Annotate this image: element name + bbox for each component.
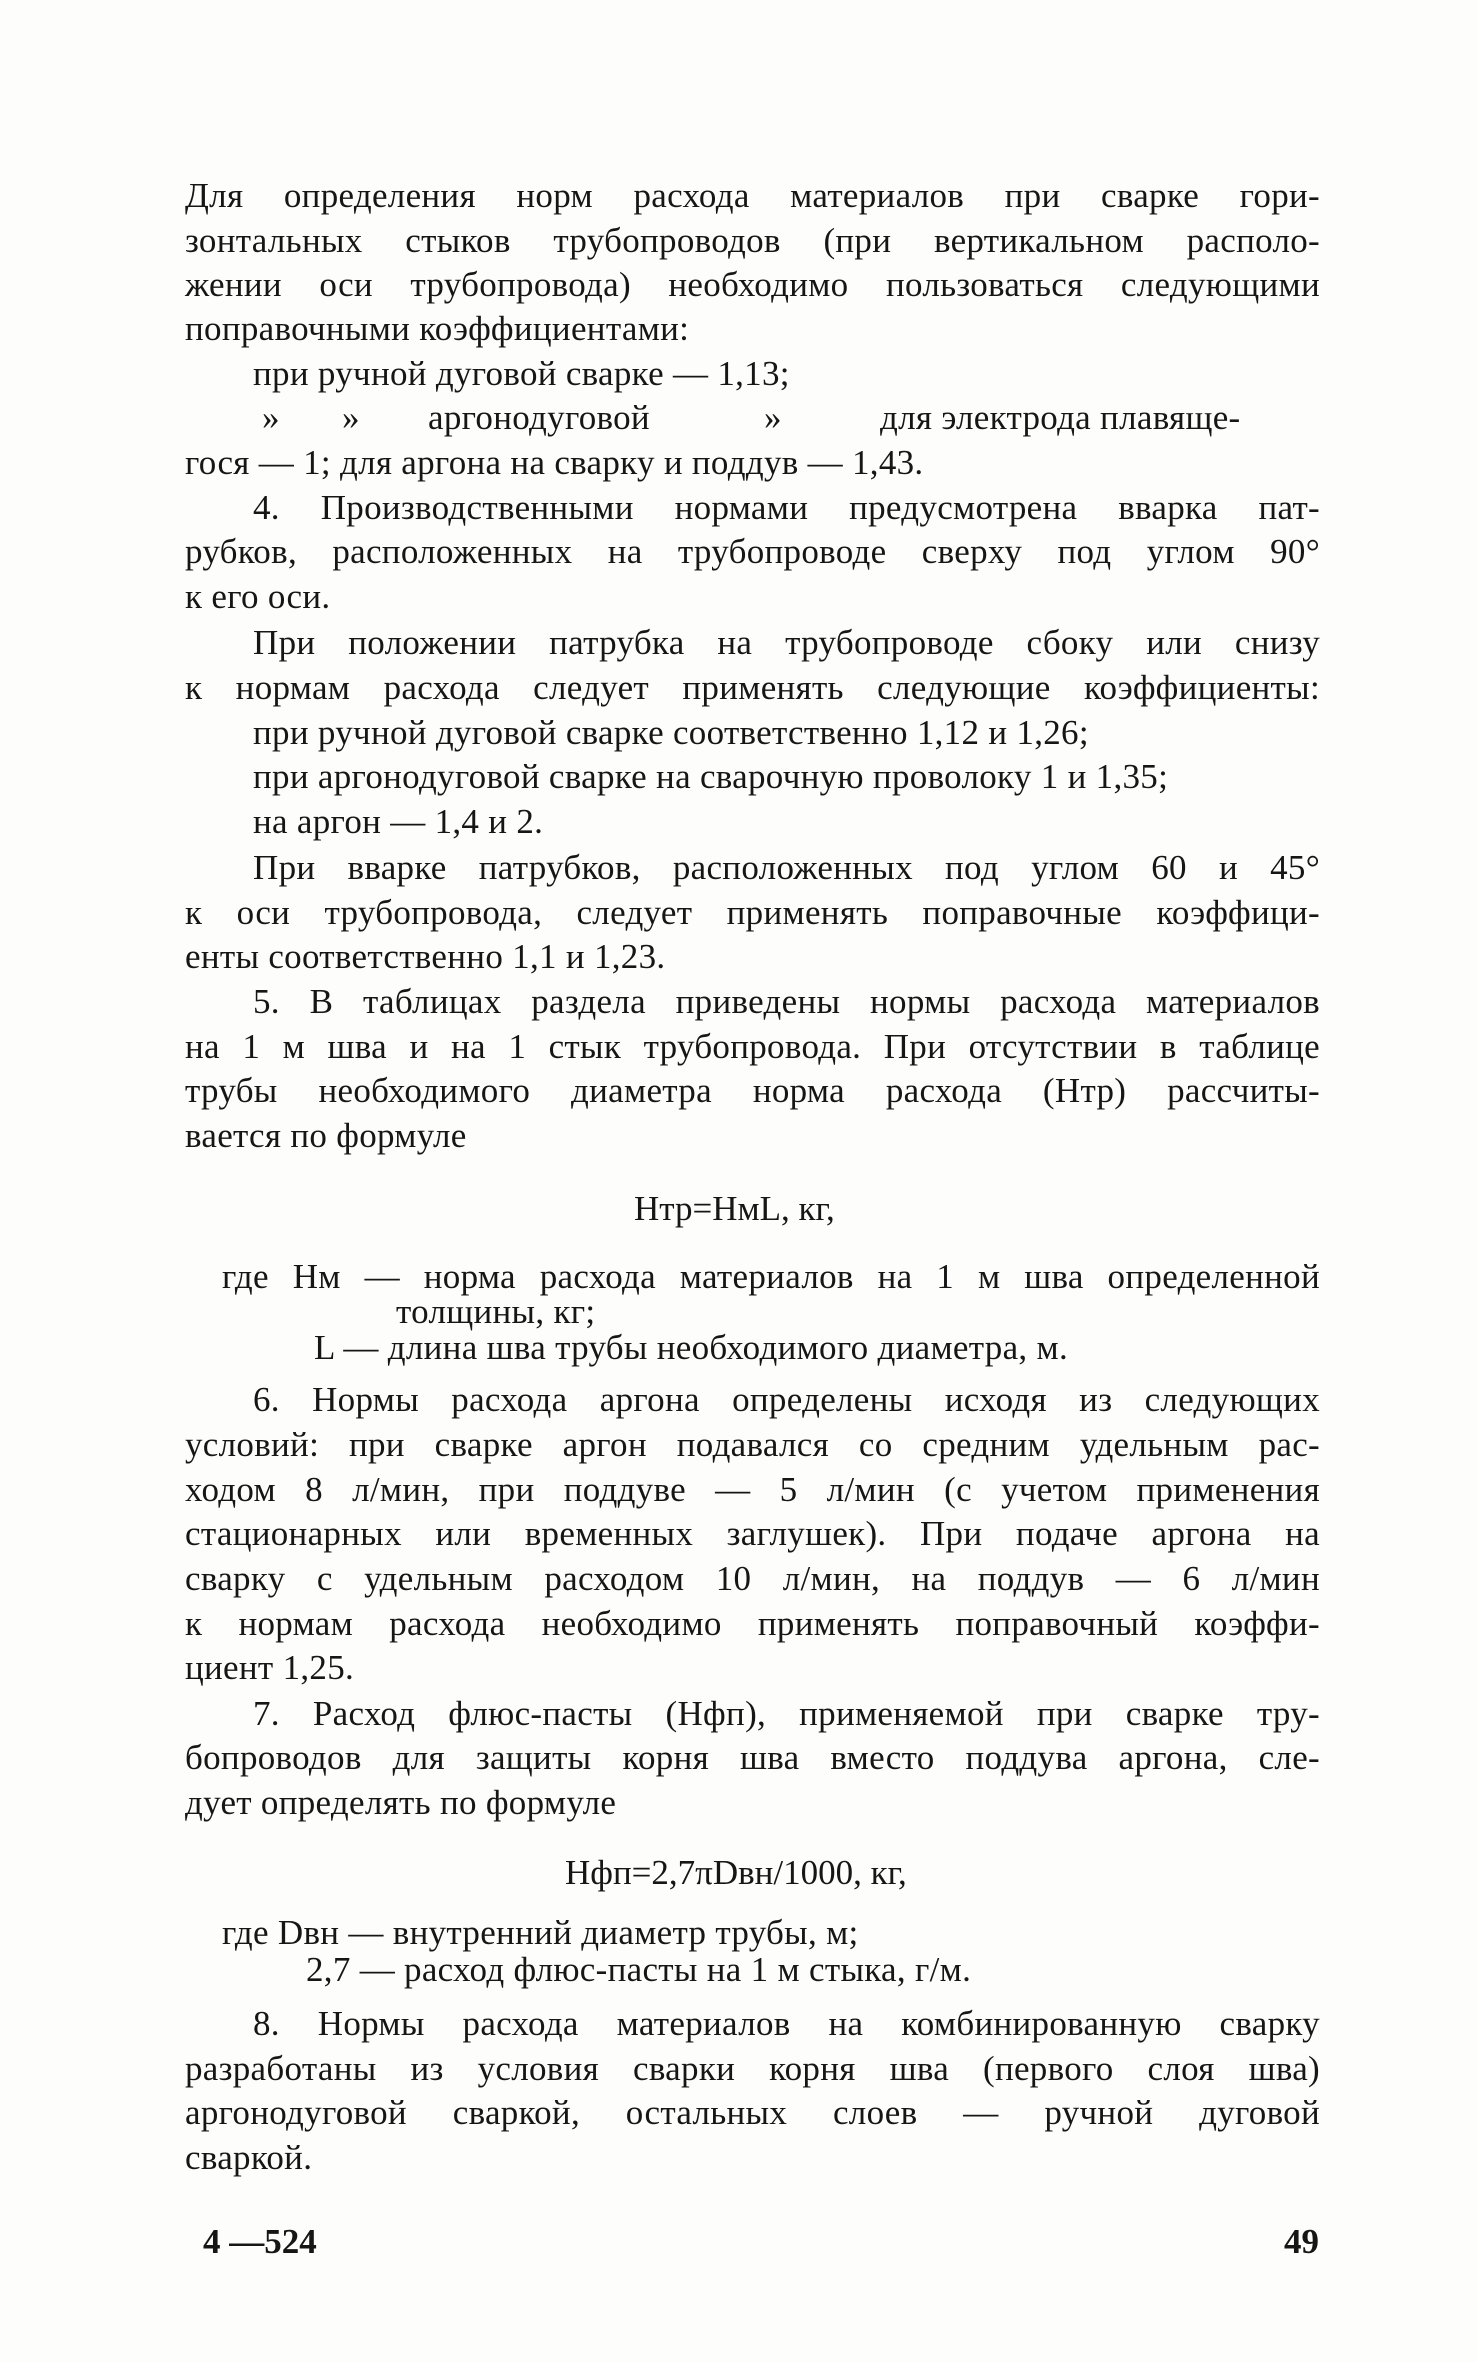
text-line: на 1 м шва и на 1 стык трубопровода. При отсутствии в таблице xyxy=(185,1027,1320,1066)
text-line: циент 1,25. xyxy=(185,1648,355,1687)
text-line: жении оси трубопровода) необходимо пользоваться следующими xyxy=(185,265,1320,304)
text-line: Для определения норм расхода материалов при сварке гори- xyxy=(185,176,1320,215)
text-line: бопроводов для защиты корня шва вместо поддува аргона, сле- xyxy=(185,1738,1320,1777)
text-line: где Dвн — внутренний диаметр трубы, м; xyxy=(222,1913,859,1952)
text-line: к его оси. xyxy=(185,577,331,616)
text-line: дует определять по формуле xyxy=(185,1783,617,1822)
text-line: сваркой. xyxy=(185,2138,313,2177)
text-line: 6. Нормы расхода аргона определены исходя из следующих xyxy=(253,1380,1320,1419)
text-line: При положении патрубка на трубопроводе сбоку или снизу xyxy=(253,623,1320,662)
text-line: на аргон — 1,4 и 2. xyxy=(253,802,544,841)
text-line: 7. Расход флюс-пасты (Hфп), применяемой при сварке тру- xyxy=(253,1694,1320,1733)
text-line: енты соответственно 1,1 и 1,23. xyxy=(185,937,666,976)
text-line: аргонодуговой xyxy=(428,398,650,437)
text-line: для электрода плавяще- xyxy=(880,398,1241,437)
text-line: L — длина шва трубы необходимого диаметра, м. xyxy=(314,1328,1069,1367)
formula-htr: Hтр=HмL, кг, xyxy=(634,1189,835,1228)
text-line: 5. В таблицах раздела приведены нормы расхода материалов xyxy=(253,982,1320,1021)
ditto-mark: » xyxy=(764,398,782,437)
text-line: аргонодуговой сваркой, остальных слоев — ручной дуговой xyxy=(185,2093,1320,2132)
text-line: вается по формуле xyxy=(185,1116,467,1155)
text-line: при аргонодуговой сварке на сварочную проволоку 1 и 1,35; xyxy=(253,757,1169,796)
ditto-mark: » xyxy=(262,398,280,437)
page-number: 49 xyxy=(1284,2222,1319,2261)
text-line: поправочными коэффициентами: xyxy=(185,309,690,348)
text-line: гося — 1; для аргона на сварку и поддув — 1,43. xyxy=(185,443,924,482)
text-line: сварку с удельным расходом 10 л/мин, на поддув — 6 л/мин xyxy=(185,1559,1320,1598)
ditto-mark: » xyxy=(342,398,360,437)
text-line: зонтальных стыков трубопроводов (при вертикальном располо- xyxy=(185,221,1320,260)
text-line: рубков, расположенных на трубопроводе сверху под углом 90° xyxy=(185,532,1320,571)
text-line: где Hм — норма расхода материалов на 1 м шва определенной xyxy=(222,1257,1320,1296)
formula-hfp: Hфп=2,7πDвн/1000, кг, xyxy=(565,1853,907,1892)
text-line: стационарных или временных заглушек). При подаче аргона на xyxy=(185,1514,1320,1553)
text-line: 2,7 — расход флюс-пасты на 1 м стыка, г/м. xyxy=(306,1950,972,1989)
text-line: условий: при сварке аргон подавался со средним удельным рас- xyxy=(185,1425,1320,1464)
text-line: ходом 8 л/мин, при поддуве — 5 л/мин (с учетом применения xyxy=(185,1470,1320,1509)
text-line: трубы необходимого диаметра норма расхода (Hтр) рассчиты- xyxy=(185,1071,1320,1110)
text-line: к нормам расхода следует применять следующие коэффициенты: xyxy=(185,668,1320,707)
signature-mark: 4 —524 xyxy=(203,2222,317,2261)
text-line: к оси трубопровода, следует применять поправочные коэффици- xyxy=(185,893,1320,932)
text-line: разработаны из условия сварки корня шва (первого слоя шва) xyxy=(185,2049,1320,2088)
text-line: к нормам расхода необходимо применять поправочный коэффи- xyxy=(185,1604,1320,1643)
text-line: при ручной дуговой сварке соответственно 1,12 и 1,26; xyxy=(253,713,1089,752)
text-line: 8. Нормы расхода материалов на комбинированную сварку xyxy=(253,2004,1320,2043)
text-line: 4. Производственными нормами предусмотрена вварка пат- xyxy=(253,488,1320,527)
text-line: толщины, кг; xyxy=(396,1292,596,1331)
text-line: При вварке патрубков, расположенных под углом 60 и 45° xyxy=(253,848,1320,887)
text-line: при ручной дуговой сварке — 1,13; xyxy=(253,354,790,393)
